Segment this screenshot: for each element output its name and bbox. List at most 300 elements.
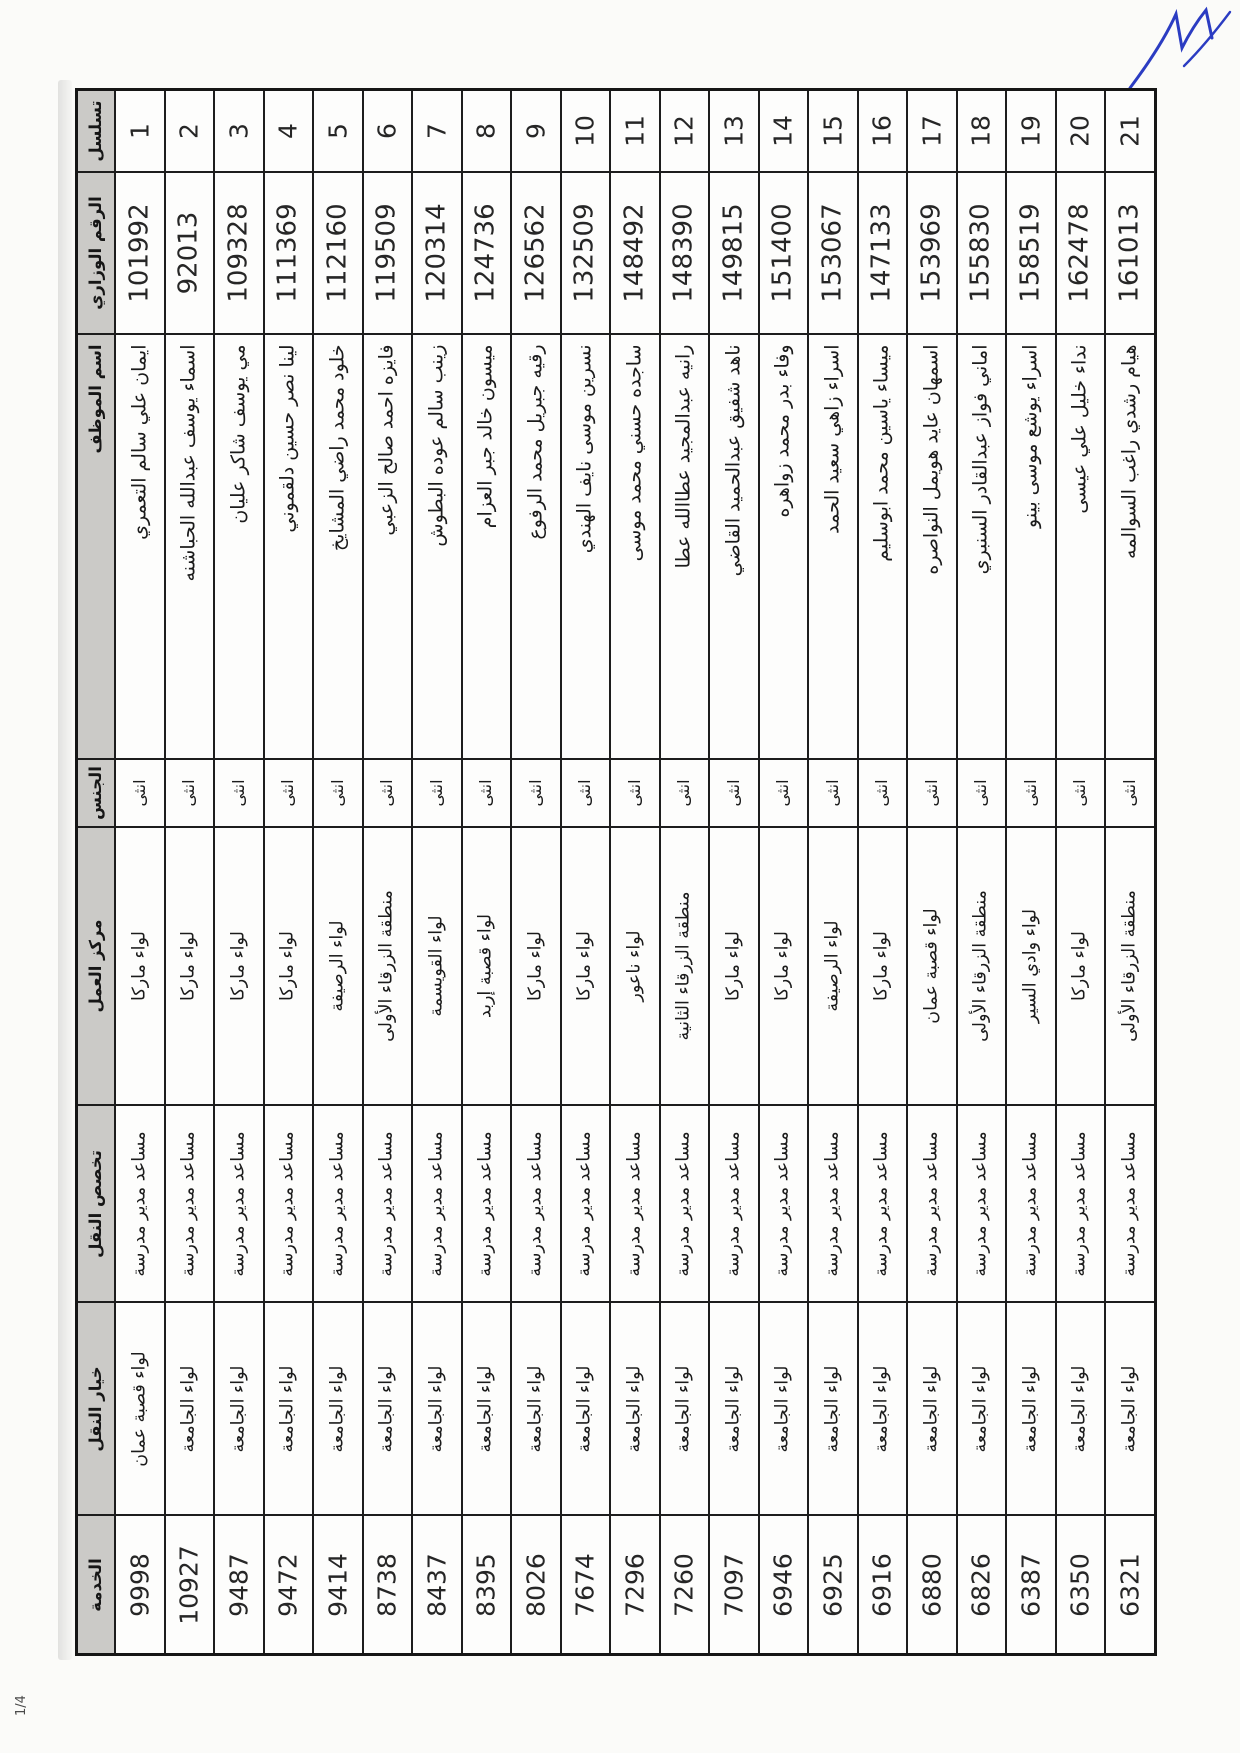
cell-serial-value: 12 bbox=[669, 115, 699, 147]
cell-service-value: 6916 bbox=[867, 1552, 897, 1617]
cell-service-value: 7097 bbox=[719, 1552, 748, 1617]
cell-ministry-number-value: 111369 bbox=[272, 203, 303, 303]
cell-service-value: 6387 bbox=[1016, 1552, 1045, 1617]
cell-name bbox=[710, 335, 758, 760]
cell-gender bbox=[116, 760, 164, 828]
cell-work-center-value: منطقة الزرقاء الأولى bbox=[970, 890, 991, 1042]
cell-serial-value: 7 bbox=[422, 123, 451, 139]
cell-transfer-specialization bbox=[562, 1106, 610, 1303]
header-gender-label: الجنس bbox=[85, 766, 105, 820]
cell-ministry-number bbox=[215, 173, 263, 335]
cell-transfer-specialization-value: مساعد مدير مدرسة bbox=[574, 1130, 595, 1277]
cell-transfer-specialization-value: مساعد مدير مدرسة bbox=[921, 1130, 942, 1277]
cell-transfer-choice-value: لواء الجامعة bbox=[178, 1364, 199, 1453]
cell-name-value: رانيه عبدالمجيد عطاالله عطا bbox=[672, 344, 695, 568]
cell-transfer-specialization-value: مساعد مدير مدرسة bbox=[1119, 1130, 1140, 1277]
cell-name-value: زينب سالم عوده البطوش bbox=[425, 344, 448, 547]
cell-gender-value: انثى bbox=[624, 779, 644, 807]
cell-gender-value: انثى bbox=[377, 779, 397, 807]
cell-serial-value: 10 bbox=[570, 115, 600, 147]
cell-transfer-choice-value: لواء الجامعة bbox=[1119, 1364, 1140, 1453]
cell-gender-value: انثى bbox=[723, 779, 743, 807]
cell-serial-value: 21 bbox=[1115, 115, 1144, 147]
cell-name bbox=[1106, 335, 1154, 760]
cell-service-value: 6321 bbox=[1115, 1552, 1144, 1617]
cell-work-center bbox=[1057, 828, 1105, 1106]
cell-work-center-value: لواء القويسمة bbox=[426, 915, 447, 1017]
cell-work-center-value: لواء قصبة إربد bbox=[475, 913, 496, 1019]
cell-gender-value: انثى bbox=[1020, 779, 1040, 807]
cell-ministry-number-value: 101992 bbox=[124, 203, 155, 303]
cell-service bbox=[908, 1516, 956, 1653]
cell-name bbox=[611, 335, 659, 760]
cell-name-value: ميساء ياسين محمد ابوسليم bbox=[870, 344, 893, 562]
cell-transfer-choice-value: لواء الجامعة bbox=[822, 1364, 843, 1453]
cell-work-center bbox=[463, 828, 511, 1106]
header-ministry-number bbox=[78, 173, 114, 335]
cell-service-value: 8437 bbox=[422, 1552, 451, 1617]
cell-name-value: وفاء بدر محمد زواهره bbox=[771, 344, 794, 518]
cell-service bbox=[1106, 1516, 1154, 1653]
cell-work-center bbox=[1007, 828, 1055, 1106]
scan-edge-shadow bbox=[58, 80, 72, 1660]
cell-serial bbox=[1106, 91, 1154, 173]
cell-service bbox=[710, 1516, 758, 1653]
cell-service bbox=[512, 1516, 560, 1653]
cell-ministry-number-value: 119509 bbox=[371, 203, 402, 303]
cell-work-center-value: لواء ماركا bbox=[1069, 931, 1090, 1001]
cell-work-center-value: لواء الرصيفة bbox=[327, 920, 348, 1012]
header-ministry-number-label: الرقم الوزاري bbox=[85, 196, 105, 310]
cell-transfer-choice-value: لواء الجامعة bbox=[723, 1364, 744, 1453]
cell-ministry-number bbox=[512, 173, 560, 335]
cell-ministry-number-value: 120314 bbox=[421, 203, 452, 303]
cell-name bbox=[958, 335, 1006, 760]
cell-ministry-number bbox=[314, 173, 362, 335]
cell-name bbox=[908, 335, 956, 760]
header-employee-name-label: اسم الموظف bbox=[85, 344, 105, 454]
signature-initials bbox=[1124, 4, 1234, 94]
cell-transfer-specialization bbox=[413, 1106, 461, 1303]
page-number-label: 1/4 bbox=[14, 1695, 29, 1716]
cell-ministry-number bbox=[413, 173, 461, 335]
record-column-10 bbox=[560, 91, 610, 1653]
cell-work-center bbox=[809, 828, 857, 1106]
record-column-8 bbox=[461, 91, 511, 1653]
cell-serial-value: 8 bbox=[471, 123, 501, 139]
record-column-17 bbox=[906, 91, 956, 1653]
transfer-table bbox=[75, 88, 1157, 1656]
cell-transfer-choice-value: لواء الجامعة bbox=[475, 1364, 496, 1453]
cell-work-center bbox=[166, 828, 214, 1106]
cell-ministry-number-value: 147133 bbox=[866, 203, 897, 303]
cell-gender bbox=[958, 760, 1006, 828]
record-column-5 bbox=[312, 91, 362, 1653]
cell-name bbox=[166, 335, 214, 760]
cell-ministry-number bbox=[1057, 173, 1105, 335]
cell-serial bbox=[958, 91, 1006, 173]
cell-name bbox=[661, 335, 709, 760]
cell-serial-value: 14 bbox=[768, 115, 798, 147]
cell-name-value: نسرين موسى نايف الهندي bbox=[573, 344, 596, 553]
cell-transfer-choice-value: لواء الجامعة bbox=[327, 1364, 348, 1453]
record-column-12 bbox=[659, 91, 709, 1653]
cell-service-value: 9998 bbox=[125, 1552, 154, 1617]
cell-serial-value: 19 bbox=[1016, 115, 1045, 147]
cell-gender-value: انثى bbox=[575, 779, 595, 807]
cell-name bbox=[463, 335, 511, 760]
cell-transfer-choice bbox=[562, 1303, 610, 1516]
cell-gender-value: انثى bbox=[1070, 779, 1090, 807]
cell-name bbox=[116, 335, 164, 760]
header-transfer-specialization-label: تخصص النقل bbox=[85, 1149, 105, 1258]
cell-transfer-choice bbox=[364, 1303, 412, 1516]
cell-transfer-specialization-value: مساعد مدير مدرسة bbox=[178, 1130, 199, 1277]
cell-gender-value: انثى bbox=[822, 779, 842, 807]
cell-name-value: هيام رشدي راغب السوالمه bbox=[1118, 344, 1141, 559]
cell-service bbox=[859, 1516, 907, 1653]
cell-transfer-choice bbox=[1007, 1303, 1055, 1516]
cell-transfer-choice-value: لواء الجامعة bbox=[970, 1364, 991, 1453]
cell-ministry-number-value: 124736 bbox=[470, 203, 501, 303]
cell-serial-value: 6 bbox=[372, 123, 402, 139]
cell-ministry-number bbox=[116, 173, 164, 335]
cell-transfer-choice-value: لواء الجامعة bbox=[673, 1364, 694, 1453]
cell-ministry-number bbox=[1007, 173, 1055, 335]
cell-work-center-value: لواء ماركا bbox=[129, 931, 150, 1001]
cell-transfer-specialization-value: مساعد مدير مدرسة bbox=[822, 1130, 843, 1277]
cell-ministry-number bbox=[859, 173, 907, 335]
cell-serial-value: 15 bbox=[818, 115, 847, 147]
cell-service bbox=[611, 1516, 659, 1653]
cell-service-value: 7674 bbox=[570, 1552, 600, 1617]
record-column-16 bbox=[857, 91, 907, 1653]
cell-service bbox=[265, 1516, 313, 1653]
cell-name-value: اسراء يوشع موسى بينو bbox=[1019, 344, 1042, 528]
cell-gender-value: انثى bbox=[872, 779, 892, 807]
cell-name-value: فايزه احمد صالح الزعبي bbox=[375, 344, 398, 536]
cell-service-value: 6880 bbox=[917, 1552, 946, 1617]
cell-transfer-specialization bbox=[859, 1106, 907, 1303]
cell-service-value: 8026 bbox=[521, 1552, 550, 1617]
cell-name-value: اسمهان عايد هويمل النواصره bbox=[920, 344, 943, 575]
cell-serial bbox=[413, 91, 461, 173]
cell-transfer-choice bbox=[611, 1303, 659, 1516]
cell-transfer-specialization-value: مساعد مدير مدرسة bbox=[1020, 1130, 1041, 1277]
cell-name bbox=[859, 335, 907, 760]
cell-work-center bbox=[958, 828, 1006, 1106]
cell-name-value: ساجده حسني محمد موسى bbox=[623, 344, 646, 561]
cell-transfer-specialization bbox=[710, 1106, 758, 1303]
cell-ministry-number bbox=[166, 173, 214, 335]
cell-transfer-specialization bbox=[116, 1106, 164, 1303]
cell-name-value: مي يوسف شاكر عليان bbox=[227, 344, 250, 524]
cell-service bbox=[314, 1516, 362, 1653]
cell-transfer-choice bbox=[463, 1303, 511, 1516]
cell-gender bbox=[859, 760, 907, 828]
cell-transfer-choice bbox=[116, 1303, 164, 1516]
cell-gender bbox=[1007, 760, 1055, 828]
cell-transfer-choice-value: لواء الجامعة bbox=[1069, 1364, 1090, 1453]
cell-transfer-choice bbox=[859, 1303, 907, 1516]
cell-transfer-specialization-value: مساعد مدير مدرسة bbox=[327, 1130, 348, 1277]
cell-gender bbox=[760, 760, 808, 828]
cell-ministry-number bbox=[908, 173, 956, 335]
cell-work-center-value: لواء قصبة عمان bbox=[921, 908, 942, 1024]
cell-transfer-specialization-value: مساعد مدير مدرسة bbox=[772, 1130, 793, 1277]
cell-work-center-value: منطقة الزرقاء الأولى bbox=[376, 890, 397, 1042]
cell-transfer-choice-value: لواء الجامعة bbox=[871, 1364, 892, 1453]
cell-ministry-number-value: 158519 bbox=[1015, 203, 1046, 303]
cell-work-center-value: لواء وادي السير bbox=[1020, 908, 1041, 1024]
cell-name-value: ميسون خالد جبر العزام bbox=[474, 344, 497, 528]
cell-serial bbox=[710, 91, 758, 173]
cell-transfer-specialization-value: مساعد مدير مدرسة bbox=[673, 1130, 694, 1277]
cell-service-value: 8738 bbox=[372, 1552, 402, 1617]
cell-name bbox=[562, 335, 610, 760]
cell-ministry-number-value: 126562 bbox=[520, 203, 551, 303]
cell-transfer-specialization bbox=[166, 1106, 214, 1303]
record-column-11 bbox=[609, 91, 659, 1653]
cell-transfer-specialization-value: مساعد مدير مدرسة bbox=[1069, 1130, 1090, 1277]
cell-transfer-specialization bbox=[463, 1106, 511, 1303]
cell-transfer-specialization-value: مساعد مدير مدرسة bbox=[426, 1130, 447, 1277]
header-employee-name bbox=[78, 335, 114, 760]
cell-ministry-number bbox=[1106, 173, 1154, 335]
cell-transfer-choice bbox=[710, 1303, 758, 1516]
cell-work-center-value: لواء الرصيفة bbox=[822, 920, 843, 1012]
cell-ministry-number bbox=[265, 173, 313, 335]
cell-name-value: اسراء زاهي سعيد الحمد bbox=[821, 344, 844, 534]
cell-serial-value: 18 bbox=[966, 115, 996, 147]
cell-transfer-specialization-value: مساعد مدير مدرسة bbox=[129, 1130, 150, 1277]
cell-name bbox=[1057, 335, 1105, 760]
cell-gender bbox=[364, 760, 412, 828]
cell-service-value: 9414 bbox=[323, 1552, 352, 1617]
cell-work-center bbox=[512, 828, 560, 1106]
cell-service-value: 7260 bbox=[669, 1552, 699, 1617]
cell-service bbox=[562, 1516, 610, 1653]
cell-service-value: 9487 bbox=[224, 1552, 253, 1617]
cell-transfer-choice-value: لواء الجامعة bbox=[525, 1364, 546, 1453]
cell-gender bbox=[710, 760, 758, 828]
header-column bbox=[78, 91, 114, 1653]
cell-transfer-specialization bbox=[314, 1106, 362, 1303]
record-column-7 bbox=[411, 91, 461, 1653]
cell-name-value: ناهد شفيق عبدالحميد القاضي bbox=[722, 344, 745, 576]
cell-transfer-choice bbox=[413, 1303, 461, 1516]
cell-transfer-choice-value: لواء الجامعة bbox=[921, 1364, 942, 1453]
cell-transfer-choice bbox=[958, 1303, 1006, 1516]
cell-work-center bbox=[760, 828, 808, 1106]
cell-work-center bbox=[265, 828, 313, 1106]
cell-transfer-specialization-value: مساعد مدير مدرسة bbox=[228, 1130, 249, 1277]
cell-service bbox=[1057, 1516, 1105, 1653]
cell-ministry-number-value: 155830 bbox=[965, 203, 996, 303]
cell-name-value: لينا نصر حسين دلقموني bbox=[276, 344, 299, 533]
cell-transfer-choice bbox=[1106, 1303, 1154, 1516]
cell-service bbox=[166, 1516, 214, 1653]
cell-service-value: 6826 bbox=[966, 1552, 996, 1617]
cell-work-center bbox=[611, 828, 659, 1106]
cell-gender bbox=[661, 760, 709, 828]
header-work-center-label: مركز العمل bbox=[85, 919, 105, 1013]
cell-transfer-specialization bbox=[809, 1106, 857, 1303]
cell-gender-value: انثى bbox=[426, 779, 446, 807]
cell-gender-value: انثى bbox=[525, 779, 545, 807]
cell-name-value: اسماء يوسف عبدالله الحباشنه bbox=[177, 344, 200, 581]
cell-transfer-specialization bbox=[958, 1106, 1006, 1303]
cell-service bbox=[364, 1516, 412, 1653]
cell-transfer-choice-value: لواء الجامعة bbox=[772, 1364, 793, 1453]
cell-serial-value: 5 bbox=[323, 123, 352, 139]
cell-gender bbox=[562, 760, 610, 828]
cell-ministry-number bbox=[562, 173, 610, 335]
cell-transfer-choice bbox=[512, 1303, 560, 1516]
cell-gender-value: انثى bbox=[476, 779, 496, 807]
cell-transfer-choice bbox=[809, 1303, 857, 1516]
cell-name bbox=[413, 335, 461, 760]
cell-ministry-number-value: 153067 bbox=[817, 203, 848, 303]
cell-work-center-value: منطقة الزرقاء الثانية bbox=[673, 891, 694, 1041]
cell-name-value: نداء خليل علي عيسى bbox=[1068, 344, 1091, 514]
cell-name-value: اماني فواز عبدالقادر السنبري bbox=[969, 344, 992, 574]
record-column-18 bbox=[956, 91, 1006, 1653]
cell-work-center bbox=[661, 828, 709, 1106]
cell-name bbox=[314, 335, 362, 760]
cell-gender bbox=[215, 760, 263, 828]
cell-serial bbox=[215, 91, 263, 173]
cell-transfer-specialization bbox=[611, 1106, 659, 1303]
header-work-center bbox=[78, 828, 114, 1106]
cell-ministry-number bbox=[710, 173, 758, 335]
cell-work-center bbox=[859, 828, 907, 1106]
cell-transfer-choice bbox=[908, 1303, 956, 1516]
cell-name bbox=[215, 335, 263, 760]
cell-gender bbox=[1057, 760, 1105, 828]
cell-gender-value: انثى bbox=[1119, 779, 1139, 807]
cell-serial-value: 3 bbox=[224, 123, 253, 139]
record-column-15 bbox=[807, 91, 857, 1653]
cell-ministry-number bbox=[463, 173, 511, 335]
cell-name-value: ايمان علي سالم التعمري bbox=[128, 344, 151, 540]
cell-transfer-specialization-value: مساعد مدير مدرسة bbox=[871, 1130, 892, 1277]
cell-transfer-specialization-value: مساعد مدير مدرسة bbox=[723, 1130, 744, 1277]
cell-transfer-choice bbox=[760, 1303, 808, 1516]
header-serial-label: تسلسل bbox=[85, 100, 105, 162]
cell-transfer-choice-value: لواء الجامعة bbox=[624, 1364, 645, 1453]
cell-serial-value: 2 bbox=[174, 123, 204, 139]
header-transfer-specialization bbox=[78, 1106, 114, 1303]
cell-transfer-specialization bbox=[908, 1106, 956, 1303]
cell-serial-value: 4 bbox=[273, 123, 303, 139]
record-column-20 bbox=[1055, 91, 1105, 1653]
cell-ministry-number-value: 92013 bbox=[173, 211, 204, 295]
cell-service-value: 9472 bbox=[273, 1552, 303, 1617]
cell-work-center-value: لواء ماركا bbox=[723, 931, 744, 1001]
cell-transfer-specialization bbox=[265, 1106, 313, 1303]
record-column-9 bbox=[510, 91, 560, 1653]
cell-gender-value: انثى bbox=[674, 779, 694, 807]
cell-gender-value: انثى bbox=[773, 779, 793, 807]
cell-service-value: 6946 bbox=[768, 1552, 798, 1617]
cell-transfer-specialization bbox=[1007, 1106, 1055, 1303]
cell-name bbox=[809, 335, 857, 760]
cell-gender bbox=[809, 760, 857, 828]
cell-gender bbox=[908, 760, 956, 828]
cell-transfer-choice-value: لواء قصبة عمان bbox=[129, 1350, 150, 1467]
cell-transfer-specialization-value: مساعد مدير مدرسة bbox=[624, 1130, 645, 1277]
cell-work-center-value: لواء ماركا bbox=[871, 931, 892, 1001]
cell-ministry-number bbox=[760, 173, 808, 335]
cell-gender bbox=[611, 760, 659, 828]
cell-work-center-value: لواء ماركا bbox=[525, 931, 546, 1001]
cell-ministry-number-value: 132509 bbox=[569, 203, 600, 303]
cell-work-center bbox=[710, 828, 758, 1106]
cell-serial bbox=[463, 91, 511, 173]
cell-ministry-number-value: 109328 bbox=[223, 203, 254, 303]
cell-serial bbox=[760, 91, 808, 173]
cell-serial bbox=[1007, 91, 1055, 173]
cell-work-center bbox=[364, 828, 412, 1106]
cell-serial bbox=[265, 91, 313, 173]
cell-service-value: 6925 bbox=[818, 1552, 847, 1617]
cell-serial-value: 13 bbox=[719, 115, 748, 147]
cell-ministry-number bbox=[809, 173, 857, 335]
cell-serial bbox=[1057, 91, 1105, 173]
cell-gender bbox=[166, 760, 214, 828]
header-transfer-choice-label: خيار النقل bbox=[85, 1365, 105, 1452]
cell-ministry-number-value: 148492 bbox=[619, 203, 650, 303]
cell-transfer-choice-value: لواء الجامعة bbox=[228, 1364, 249, 1453]
cell-work-center bbox=[908, 828, 956, 1106]
cell-name bbox=[1007, 335, 1055, 760]
cell-ministry-number-value: 161013 bbox=[1114, 203, 1145, 303]
cell-transfer-specialization-value: مساعد مدير مدرسة bbox=[475, 1130, 496, 1277]
cell-serial bbox=[908, 91, 956, 173]
cell-gender-value: انثى bbox=[278, 779, 298, 807]
cell-service-value: 8395 bbox=[471, 1552, 501, 1617]
cell-serial bbox=[661, 91, 709, 173]
cell-transfer-specialization bbox=[1106, 1106, 1154, 1303]
cell-name-value: خلود محمد راضي المشايخ bbox=[326, 344, 349, 551]
cell-service-value: 10927 bbox=[174, 1544, 204, 1625]
cell-work-center bbox=[314, 828, 362, 1106]
cell-service bbox=[809, 1516, 857, 1653]
cell-serial bbox=[314, 91, 362, 173]
cell-work-center bbox=[1106, 828, 1154, 1106]
cell-ministry-number bbox=[364, 173, 412, 335]
cell-name bbox=[265, 335, 313, 760]
cell-serial bbox=[809, 91, 857, 173]
page-number bbox=[14, 1682, 34, 1726]
cell-gender bbox=[265, 760, 313, 828]
cell-name bbox=[760, 335, 808, 760]
cell-service-value: 7296 bbox=[620, 1552, 649, 1617]
cell-serial bbox=[166, 91, 214, 173]
cell-service bbox=[1007, 1516, 1055, 1653]
cell-gender-value: انثى bbox=[971, 779, 991, 807]
record-column-2 bbox=[164, 91, 214, 1653]
cell-service bbox=[215, 1516, 263, 1653]
cell-serial bbox=[611, 91, 659, 173]
cell-transfer-specialization bbox=[215, 1106, 263, 1303]
cell-ministry-number-value: 153969 bbox=[916, 203, 947, 303]
cell-ministry-number bbox=[661, 173, 709, 335]
cell-transfer-specialization bbox=[760, 1106, 808, 1303]
cell-serial-value: 9 bbox=[521, 123, 550, 139]
cell-service bbox=[463, 1516, 511, 1653]
